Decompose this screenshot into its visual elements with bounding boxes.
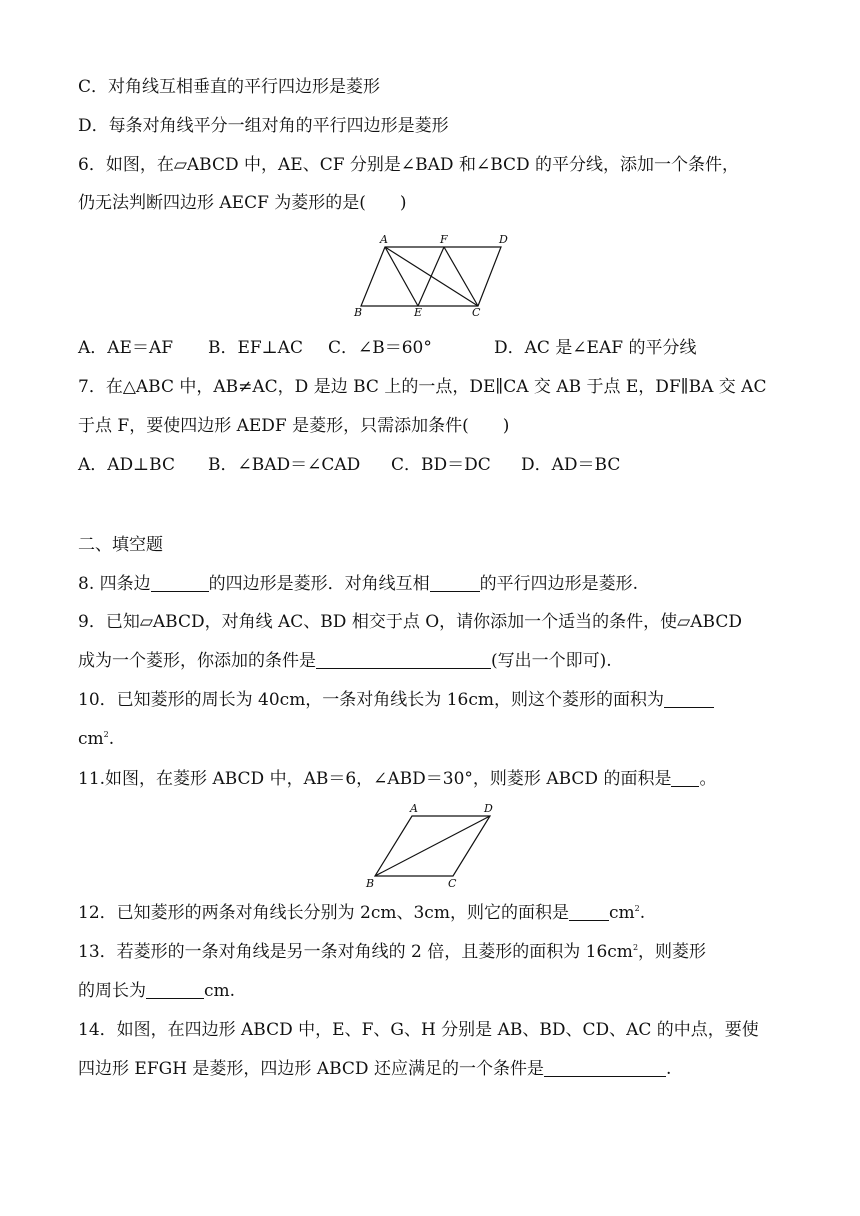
q6-segment-cf (444, 247, 478, 306)
q10-line2 (78, 727, 114, 751)
q14-end: . (665, 1059, 672, 1079)
q6-option-d: D．AC 是∠EAF 的平分线 (494, 338, 697, 358)
q12-unit-sup: 2 (634, 904, 640, 913)
q6-label-d: D (499, 233, 508, 246)
q10-text: 10．已知菱形的周长为 40cm，一条对角线长为 16cm，则这个菱形的面积为 (78, 690, 664, 710)
q13-unit-sup: 2 (632, 943, 639, 952)
q6-options (78, 336, 696, 360)
q6-label-f: F (440, 233, 448, 246)
q11-label-b: B (366, 877, 375, 890)
q10-line1 (78, 688, 714, 712)
q8-text-3: 的平行四边形是菱形. (479, 574, 639, 594)
q11-text-1: 11.如图，在菱形 ABCD 中，AB＝6，∠ABD＝30°，则菱形 ABCD 的面积是 (78, 769, 672, 789)
q6-segment-ae (385, 247, 418, 306)
q7-stem-line1: 7．在△ABC 中，AB≠AC，D 是边 BC 上的一点，DE∥CA 交 AB 于点 E，DF∥BA 交 AC (78, 377, 767, 397)
q8-blank-1 (151, 573, 209, 592)
q12-text: 12．已知菱形的两条对角线长分别为 2cm、3cm，则它的面积是 (78, 903, 569, 923)
q6-option-a: A．AE＝AF (78, 338, 174, 358)
q10-unit: cm (78, 729, 104, 749)
q11-rhombus-figure (360, 800, 500, 892)
q7-option-a: A．AD⊥BC (78, 455, 175, 475)
q7-option-b: B．∠BAD＝∠CAD (208, 455, 361, 475)
q12-end: . (639, 903, 646, 923)
q13-line2 (78, 979, 235, 1003)
q11-label-c: C (448, 877, 457, 890)
q9-text-2: (写出一个即可). (491, 651, 612, 671)
q14-line1: 14．如图，在四边形 ABCD 中，E、F、G、H 分别是 AB、BD、CD、AC 的中点，要使 (78, 1020, 759, 1040)
q9-text-1: 成为一个菱形，你添加的条件是 (78, 651, 316, 671)
q10-blank (664, 689, 714, 708)
q8-text-2: 的四边形是菱形．对角线互相 (208, 574, 430, 594)
q5-option-c: C．对角线互相垂直的平行四边形是菱形 (78, 77, 381, 97)
q8-text-1: 8. 四条边 (78, 574, 151, 594)
q12-blank (569, 902, 609, 921)
q13-line1 (78, 940, 706, 964)
q7-option-c: C．BD＝DC (391, 455, 491, 475)
q13-blank (146, 980, 204, 999)
q11-diagonal-bd (375, 816, 490, 876)
q5-option-d: D．每条对角线平分一组对角的平行四边形是菱形 (78, 116, 449, 136)
q6-label-b: B (354, 306, 363, 318)
q11-label-d: D (484, 802, 493, 815)
q11-blank (671, 768, 699, 787)
q8 (78, 572, 638, 596)
q11-label-a: A (410, 802, 418, 815)
q11-text-2: 。 (699, 769, 717, 789)
section-title-fill-in: 二、填空题 (78, 535, 163, 555)
q6-label-a: A (380, 233, 388, 246)
q14-text: 四边形 EFGH 是菱形，四边形 ABCD 还应满足的一个条件是 (78, 1059, 544, 1079)
q6-label-c: C (472, 306, 481, 318)
q7-options (78, 453, 620, 477)
q6-option-c: C．∠B＝60° (328, 338, 432, 358)
q11 (78, 767, 716, 791)
q6-segment-ef (418, 247, 444, 306)
q6-option-b: B．EF⊥AC (208, 338, 303, 358)
q13-text-3: 的周长为 (78, 981, 146, 1001)
q6-stem-line1: 6．如图，在▱ABCD 中，AE、CF 分别是∠BAD 和∠BCD 的平分线，添加一个条件， (78, 155, 740, 175)
q6-parallelogram-figure (348, 230, 518, 318)
q9-line1: 9．已知▱ABCD，对角线 AC、BD 相交于点 O，请你添加一个适当的条件，使▱ABCD (78, 612, 742, 632)
q12 (78, 901, 645, 925)
q13-text-2: ，则菱形 (638, 942, 707, 962)
q9-blank (316, 650, 491, 669)
q10-unit-sup: 2 (103, 730, 109, 739)
q13-text-4: cm. (204, 981, 236, 1001)
q6-label-e: E (414, 306, 423, 318)
q12-unit: cm (608, 903, 635, 923)
q6-stem-line2: 仍无法判断四边形 AECF 为菱形的是( ) (78, 193, 407, 213)
q8-blank-2 (430, 573, 480, 592)
q7-option-d: D．AD＝BC (521, 455, 621, 475)
q14-blank (544, 1058, 666, 1077)
q10-end: . (108, 729, 115, 749)
q7-stem-line2: 于点 F，要使四边形 AEDF 是菱形，只需添加条件( ) (78, 416, 510, 436)
q13-text-1: 13．若菱形的一条对角线是另一条对角线的 2 倍，且菱形的面积为 16cm (78, 942, 633, 962)
q14-line2 (78, 1057, 671, 1081)
q9-line2 (78, 649, 612, 673)
